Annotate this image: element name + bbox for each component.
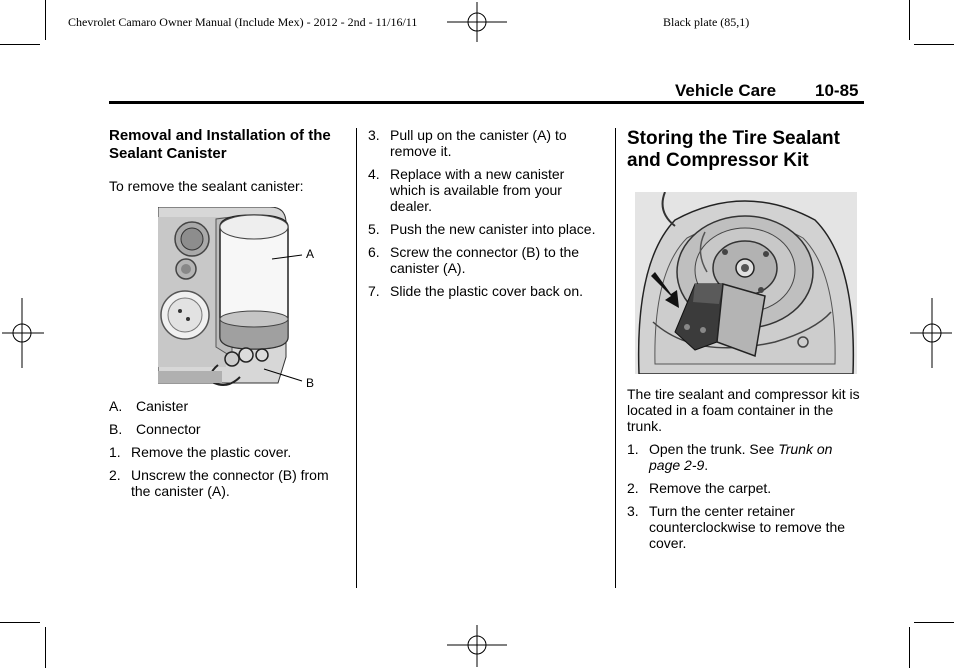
callout-a: A [306, 247, 315, 261]
step-text: Unscrew the connector (B) from the canister (A). [131, 467, 329, 499]
step-item [368, 127, 600, 159]
intro-text: The tire sealant and compressor kit is located in a foam container in the trunk. [627, 386, 860, 434]
step-number: 6. [368, 244, 380, 260]
legend-item [109, 421, 349, 437]
step-number: 1. [627, 441, 639, 457]
section-heading: Storing the Tire Sealant and Compressor Kit [627, 128, 840, 171]
slug-right: Black plate (85,1) [663, 15, 750, 29]
step-item [368, 244, 600, 276]
step-number: 4. [368, 166, 380, 182]
crop-mark [909, 627, 910, 668]
intro-text: To remove the sealant canister: [109, 178, 304, 194]
legend-label: A. [109, 398, 123, 414]
step-item [627, 480, 863, 496]
crop-mark [909, 0, 910, 40]
callout-b: B [306, 376, 315, 389]
column-divider [356, 128, 357, 588]
trunk-kit-illustration [635, 192, 857, 374]
step-item [109, 444, 349, 460]
registration-mark-bottom [447, 623, 507, 668]
step-item [368, 283, 600, 299]
column-1-lower [109, 398, 349, 499]
crop-mark [0, 622, 40, 623]
step-text: Screw the connector (B) to the canister (A). [390, 244, 580, 276]
page-number: 10-85 [815, 81, 859, 100]
step-number: 2. [109, 467, 121, 483]
step-text-end: . [704, 457, 709, 473]
registration-mark-right [910, 298, 954, 368]
legend-label: B. [109, 421, 123, 437]
section-heading: Removal and Installation of the Sealant Canister [109, 127, 331, 162]
step-item [627, 441, 863, 473]
registration-mark-left [0, 298, 44, 368]
legend-text: Canister [136, 398, 189, 414]
step-number: 3. [627, 503, 639, 519]
step-item [368, 221, 600, 237]
step-item [109, 467, 349, 499]
column-divider [615, 128, 616, 588]
crop-mark [914, 44, 954, 45]
step-text: Remove the carpet. [649, 480, 772, 496]
step-number: 2. [627, 480, 639, 496]
step-number: 1. [109, 444, 121, 460]
step-number: 3. [368, 127, 380, 143]
step-text: Slide the plastic cover back on. [390, 283, 583, 299]
step-item [627, 503, 863, 551]
step-text: Replace with a new canister which is available from your dealer. [390, 166, 565, 214]
registration-mark-top [447, 0, 507, 45]
step-number: 7. [368, 283, 380, 299]
legend-item [109, 398, 349, 414]
crop-mark [45, 627, 46, 668]
step-text: Open the trunk. See [649, 441, 779, 457]
step-item [368, 166, 600, 214]
column-3 [627, 386, 863, 551]
crop-mark [0, 44, 40, 45]
legend-text: Connector [136, 421, 201, 437]
step-text: Remove the plastic cover. [131, 444, 292, 460]
step-text: Push the new canister into place. [390, 221, 596, 237]
column-1 [109, 127, 349, 194]
step-text: Pull up on the canister (A) to remove it. [390, 127, 567, 159]
crop-mark [914, 622, 954, 623]
slug-left: Chevrolet Camaro Owner Manual (Include Mex) - 2012 - 2nd - 11/16/11 [68, 15, 418, 29]
header-rule [109, 101, 864, 104]
cross-reference[interactable]: Trunk on page 2-9 [649, 441, 833, 473]
step-text: Turn the center retainer counterclockwise to remove the cover. [649, 503, 846, 551]
column-2 [368, 127, 600, 299]
step-number: 5. [368, 221, 380, 237]
sealant-canister-illustration [158, 207, 324, 389]
section-title: Vehicle Care [675, 81, 777, 100]
crop-mark [45, 0, 46, 40]
